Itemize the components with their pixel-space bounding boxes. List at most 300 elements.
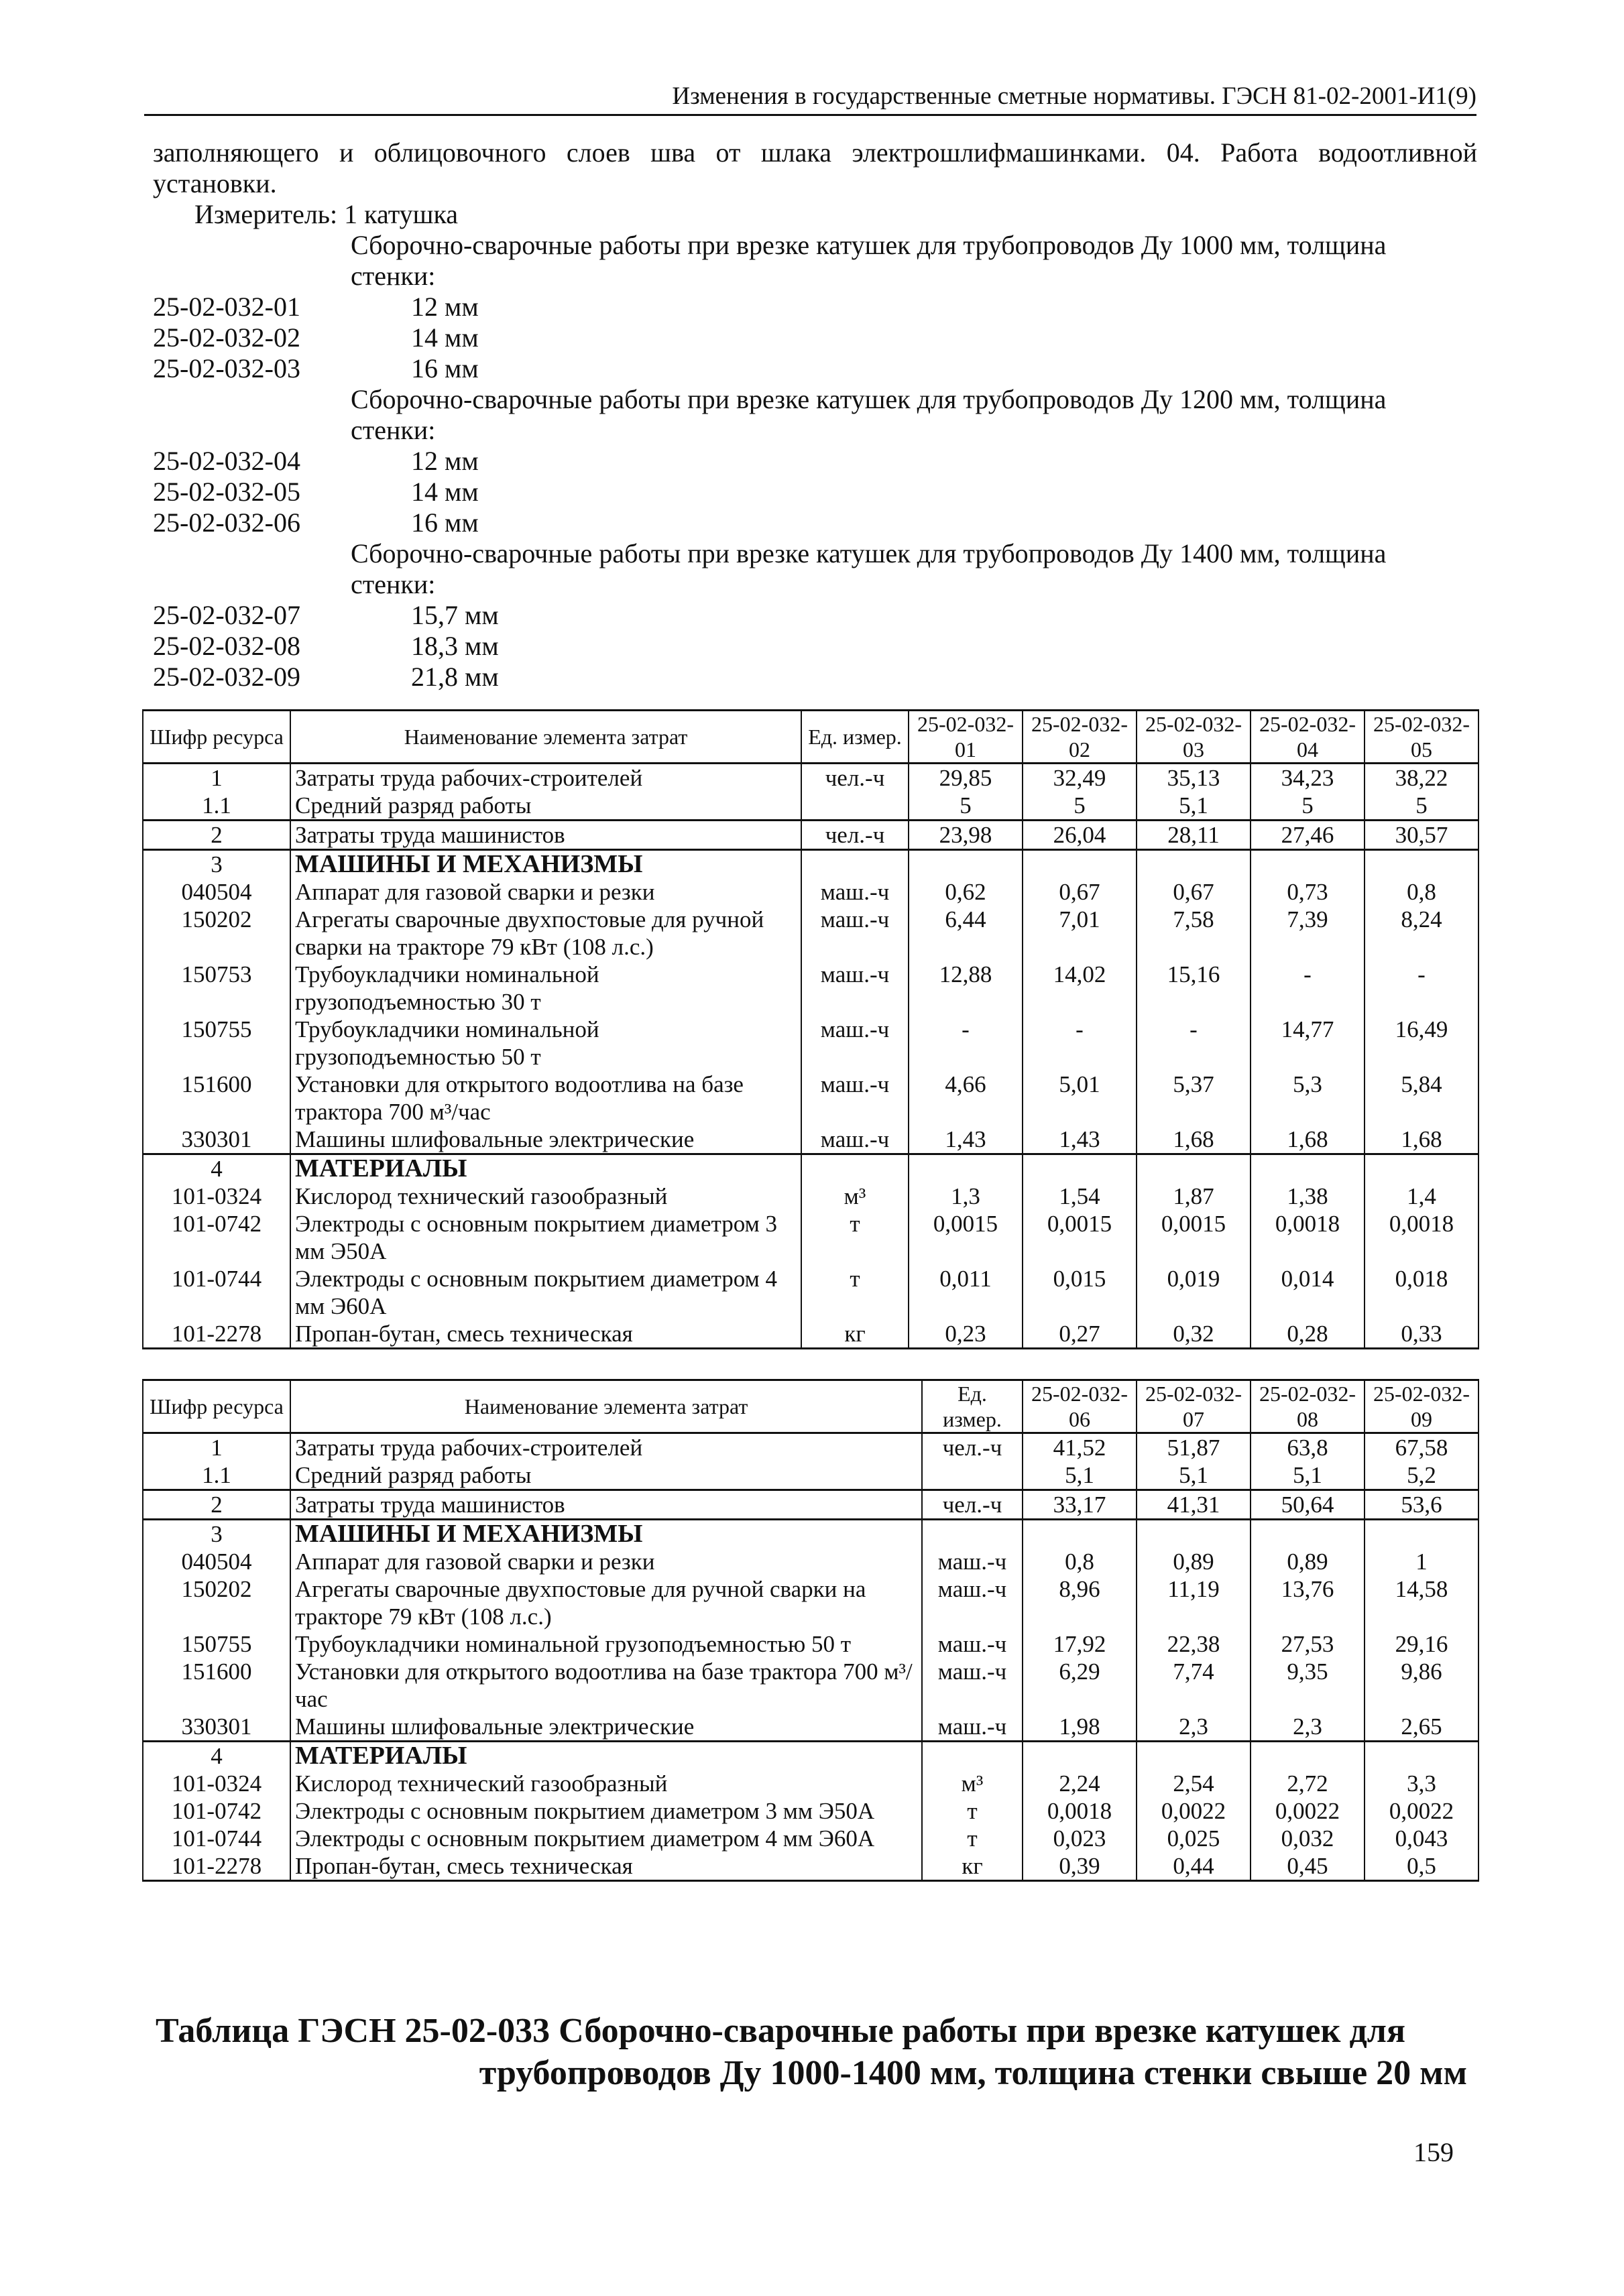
norm-value-cell bbox=[1365, 1154, 1478, 1183]
norm-value-cell: 0,0015 bbox=[1023, 1210, 1137, 1265]
table-row bbox=[143, 1825, 1478, 1852]
norm-value-cell: 5,1 bbox=[1251, 1461, 1365, 1490]
norm-value-cell: 0,23 bbox=[909, 1320, 1023, 1349]
cost-element-name: Установки для открытого водоотлива на базе трактора 700 м³/час bbox=[290, 1658, 922, 1713]
cost-element-name: Установки для открытого водоотлива на базе трактора 700 м³/час bbox=[290, 1071, 801, 1126]
table-row bbox=[143, 850, 1478, 879]
norm-value-cell: 0,025 bbox=[1137, 1825, 1251, 1852]
norm-code: 25-02-032-04 bbox=[153, 446, 300, 476]
column-header: 25-02-032-07 bbox=[1137, 1380, 1251, 1433]
norm-value-cell: 41,31 bbox=[1137, 1490, 1251, 1520]
table-row bbox=[143, 961, 1478, 1016]
norm-value-cell bbox=[1251, 1154, 1365, 1183]
norm-value-cell: 5,84 bbox=[1365, 1071, 1478, 1126]
norm-value-cell: 23,98 bbox=[909, 821, 1023, 850]
norm-value-cell: 5 bbox=[1251, 792, 1365, 821]
intro-line-1: заполняющего и облицовочного слоев шва от шлака электрошлифмашинками. 04. Работа водоотливной bbox=[153, 137, 1477, 168]
resource-code: 1.1 bbox=[143, 792, 290, 821]
resource-code: 2 bbox=[143, 1490, 290, 1520]
resource-code: 150202 bbox=[143, 906, 290, 961]
norm-value-cell: 0,28 bbox=[1251, 1320, 1365, 1349]
norm-value-cell: - bbox=[909, 1016, 1023, 1071]
norm-value-cell bbox=[1365, 850, 1478, 879]
section-heading: МАШИНЫ И МЕХАНИЗМЫ bbox=[290, 1520, 922, 1549]
resource-code: 101-0744 bbox=[143, 1265, 290, 1320]
table-row bbox=[143, 906, 1478, 961]
unit-cell: чел.-ч bbox=[922, 1490, 1023, 1520]
norm-value-cell: 30,57 bbox=[1365, 821, 1478, 850]
cost-element-name: Аппарат для газовой сварки и резки bbox=[290, 878, 801, 906]
norm-value-cell: 1,4 bbox=[1365, 1183, 1478, 1210]
norm-value: 15,7 мм bbox=[411, 600, 499, 630]
resource-code: 2 bbox=[143, 821, 290, 850]
norm-value-cell: 0,33 bbox=[1365, 1320, 1478, 1349]
column-header: Шифр ресурса bbox=[143, 1380, 290, 1433]
norm-value-cell: 63,8 bbox=[1251, 1433, 1365, 1462]
norm-value-cell: 33,17 bbox=[1023, 1490, 1137, 1520]
norm-value-cell: 0,0018 bbox=[1251, 1210, 1365, 1265]
cost-element-name: Пропан-бутан, смесь техническая bbox=[290, 1320, 801, 1349]
norm-value-cell: 0,67 bbox=[1137, 878, 1251, 906]
unit-cell: чел.-ч bbox=[922, 1433, 1023, 1462]
norm-value: 21,8 мм bbox=[411, 662, 499, 692]
norm-value-cell: 2,54 bbox=[1137, 1770, 1251, 1797]
norm-value-cell: 17,92 bbox=[1023, 1630, 1137, 1658]
norm-value-cell bbox=[1137, 1154, 1251, 1183]
unit-cell: м³ bbox=[922, 1770, 1023, 1797]
resource-code: 150755 bbox=[143, 1016, 290, 1071]
table-row bbox=[143, 1490, 1478, 1520]
unit-cell: т bbox=[922, 1825, 1023, 1852]
norm-value-cell: 1,54 bbox=[1023, 1183, 1137, 1210]
resource-code: 040504 bbox=[143, 1548, 290, 1575]
norm-value-cell: 3,3 bbox=[1365, 1770, 1478, 1797]
resource-code: 101-0742 bbox=[143, 1797, 290, 1825]
table-row bbox=[143, 1183, 1478, 1210]
cost-element-name: Агрегаты сварочные двухпостовые для ручной сварки на тракторе 79 кВт (108 л.с.) bbox=[290, 906, 801, 961]
norm-value-cell: 0,67 bbox=[1023, 878, 1137, 906]
cost-element-name: Затраты труда рабочих-строителей bbox=[290, 764, 801, 792]
resource-code: 150202 bbox=[143, 1575, 290, 1630]
table-row bbox=[143, 878, 1478, 906]
norm-value-cell: - bbox=[1251, 961, 1365, 1016]
norm-value-cell: 5,2 bbox=[1365, 1461, 1478, 1490]
cost-element-name: Электроды с основным покрытием диаметром 4 мм Э60А bbox=[290, 1265, 801, 1320]
group-2-title-cont: стенки: bbox=[351, 415, 436, 445]
norm-value-cell: 67,58 bbox=[1365, 1433, 1478, 1462]
norm-code: 25-02-032-05 bbox=[153, 477, 300, 507]
cost-element-name: Электроды с основным покрытием диаметром 4 мм Э60А bbox=[290, 1825, 922, 1852]
norm-value-cell: 22,38 bbox=[1137, 1630, 1251, 1658]
norm-value-cell: 0,032 bbox=[1251, 1825, 1365, 1852]
cost-element-name: Трубоукладчики номинальной грузоподъемностью 50 т bbox=[290, 1016, 801, 1071]
norm-value-cell: 11,19 bbox=[1137, 1575, 1251, 1630]
table-row bbox=[143, 1461, 1478, 1490]
norm-value-cell: 1,87 bbox=[1137, 1183, 1251, 1210]
table-row bbox=[143, 1575, 1478, 1630]
caption-line-1: Таблица ГЭСН 25-02-033 Сборочно-сварочные работы при врезке катушек для bbox=[156, 2012, 1406, 2050]
norm-value-cell: 0,89 bbox=[1137, 1548, 1251, 1575]
norm-value-cell bbox=[1251, 850, 1365, 879]
resource-code: 101-2278 bbox=[143, 1320, 290, 1349]
table-row bbox=[143, 1713, 1478, 1742]
norm-value-cell: 0,0018 bbox=[1365, 1210, 1478, 1265]
norm-value-cell: 0,62 bbox=[909, 878, 1023, 906]
norm-value-cell: 7,58 bbox=[1137, 906, 1251, 961]
column-header: 25-02-032-05 bbox=[1365, 711, 1478, 764]
norm-value-cell: 29,16 bbox=[1365, 1630, 1478, 1658]
resource-code: 330301 bbox=[143, 1126, 290, 1154]
cost-element-name: Затраты труда машинистов bbox=[290, 821, 801, 850]
norm-value-cell: 2,3 bbox=[1251, 1713, 1365, 1742]
norm-value-cell: 0,019 bbox=[1137, 1265, 1251, 1320]
table2-body bbox=[143, 1380, 1478, 1881]
resource-code: 101-0742 bbox=[143, 1210, 290, 1265]
norm-value-cell bbox=[1365, 1520, 1478, 1549]
norm-value-cell: 16,49 bbox=[1365, 1016, 1478, 1071]
cost-element-name: Затраты труда рабочих-строителей bbox=[290, 1433, 922, 1462]
norm-value-cell: 0,0022 bbox=[1137, 1797, 1251, 1825]
norm-value-cell: 5,1 bbox=[1137, 1461, 1251, 1490]
norm-value-cell: 8,96 bbox=[1023, 1575, 1137, 1630]
resource-code: 1 bbox=[143, 764, 290, 792]
norm-value-cell bbox=[1023, 1520, 1137, 1549]
norm-value-cell: 0,043 bbox=[1365, 1825, 1478, 1852]
norm-value-cell: 7,74 bbox=[1137, 1658, 1251, 1713]
resource-code: 150755 bbox=[143, 1630, 290, 1658]
unit-cell: маш.-ч bbox=[801, 1071, 909, 1126]
section-heading: МАТЕРИАЛЫ bbox=[290, 1742, 922, 1770]
cost-element-name: Пропан-бутан, смесь техническая bbox=[290, 1852, 922, 1881]
norm-value-cell: 0,32 bbox=[1137, 1320, 1251, 1349]
unit-cell: т bbox=[801, 1265, 909, 1320]
resource-code: 151600 bbox=[143, 1071, 290, 1126]
unit-cell: чел.-ч bbox=[801, 764, 909, 792]
norm-value-cell bbox=[1365, 1742, 1478, 1770]
resource-code: 4 bbox=[143, 1742, 290, 1770]
unit-cell: маш.-ч bbox=[922, 1658, 1023, 1713]
section-heading: МАТЕРИАЛЫ bbox=[290, 1154, 801, 1183]
resource-code: 101-0744 bbox=[143, 1825, 290, 1852]
norm-value-cell: 1,43 bbox=[1023, 1126, 1137, 1154]
norm-value-cell: 1,68 bbox=[1137, 1126, 1251, 1154]
norm-value-cell: 29,85 bbox=[909, 764, 1023, 792]
norm-value-cell: 14,02 bbox=[1023, 961, 1137, 1016]
resource-code: 101-0324 bbox=[143, 1183, 290, 1210]
resource-code: 1.1 bbox=[143, 1461, 290, 1490]
unit-cell: маш.-ч bbox=[801, 878, 909, 906]
norm-value-cell: 1,3 bbox=[909, 1183, 1023, 1210]
norm-value-cell: 6,29 bbox=[1023, 1658, 1137, 1713]
cost-element-name: Трубоукладчики номинальной грузоподъемностью 30 т bbox=[290, 961, 801, 1016]
table-row bbox=[143, 1016, 1478, 1071]
unit-cell: чел.-ч bbox=[801, 821, 909, 850]
unit-cell: маш.-ч bbox=[922, 1575, 1023, 1630]
unit-cell bbox=[801, 1154, 909, 1183]
norm-value-cell: 14,77 bbox=[1251, 1016, 1365, 1071]
norm-value-cell: 26,04 bbox=[1023, 821, 1137, 850]
norm-value-cell: 0,011 bbox=[909, 1265, 1023, 1320]
cost-element-name: Кислород технический газообразный bbox=[290, 1183, 801, 1210]
unit-cell: т bbox=[922, 1797, 1023, 1825]
column-header: Ед. измер. bbox=[922, 1380, 1023, 1433]
norm-value-cell: 9,35 bbox=[1251, 1658, 1365, 1713]
cost-element-name: Электроды с основным покрытием диаметром 3 мм Э50А bbox=[290, 1210, 801, 1265]
table-row bbox=[143, 1742, 1478, 1770]
norm-value-cell: 0,0015 bbox=[1137, 1210, 1251, 1265]
norm-value-cell: 1,98 bbox=[1023, 1713, 1137, 1742]
resource-code: 1 bbox=[143, 1433, 290, 1462]
norm-value-cell: 28,11 bbox=[1137, 821, 1251, 850]
norm-code: 25-02-032-02 bbox=[153, 322, 300, 353]
resource-code: 150753 bbox=[143, 961, 290, 1016]
norm-value-cell: 5,01 bbox=[1023, 1071, 1137, 1126]
norm-value-cell: 27,53 bbox=[1251, 1630, 1365, 1658]
unit-cell: маш.-ч bbox=[801, 1126, 909, 1154]
norm-value-cell: 1,38 bbox=[1251, 1183, 1365, 1210]
resource-code: 3 bbox=[143, 850, 290, 879]
norm-value-cell: 0,014 bbox=[1251, 1265, 1365, 1320]
table-row bbox=[143, 1770, 1478, 1797]
page-number: 159 bbox=[1413, 2137, 1454, 2167]
table-row bbox=[143, 1433, 1478, 1462]
norm-value-cell: 27,46 bbox=[1251, 821, 1365, 850]
cost-element-name: Средний разряд работы bbox=[290, 1461, 922, 1490]
resource-table-2 bbox=[142, 1379, 1479, 1882]
norm-value-cell: 12,88 bbox=[909, 961, 1023, 1016]
norm-value-cell: 1,43 bbox=[909, 1126, 1023, 1154]
group-1-title-cont: стенки: bbox=[351, 261, 436, 291]
cost-element-name: Агрегаты сварочные двухпостовые для ручной сварки на тракторе 79 кВт (108 л.с.) bbox=[290, 1575, 922, 1630]
caption-line-2: трубопроводов Ду 1000-1400 мм, толщина стенки свыше 20 мм bbox=[479, 2054, 1467, 2092]
norm-code: 25-02-032-03 bbox=[153, 353, 300, 383]
table-row bbox=[143, 764, 1478, 792]
table-row bbox=[143, 1852, 1478, 1881]
resource-code: 4 bbox=[143, 1154, 290, 1183]
norm-value-cell: 34,23 bbox=[1251, 764, 1365, 792]
norm-value-cell: 8,24 bbox=[1365, 906, 1478, 961]
norm-code: 25-02-032-01 bbox=[153, 292, 300, 322]
norm-value: 16 мм bbox=[411, 507, 479, 538]
unit-cell: маш.-ч bbox=[922, 1548, 1023, 1575]
cost-element-name: Кислород технический газообразный bbox=[290, 1770, 922, 1797]
norm-value-cell: 5,37 bbox=[1137, 1071, 1251, 1126]
norm-value-cell: 0,0015 bbox=[909, 1210, 1023, 1265]
resource-table-1 bbox=[142, 709, 1479, 1349]
resource-code: 3 bbox=[143, 1520, 290, 1549]
norm-value-cell: 13,76 bbox=[1251, 1575, 1365, 1630]
unit-cell: т bbox=[801, 1210, 909, 1265]
norm-value-cell: 50,64 bbox=[1251, 1490, 1365, 1520]
group-3-title: Сборочно-сварочные работы при врезке катушек для трубопроводов Ду 1400 мм, толщина bbox=[351, 538, 1387, 568]
norm-value-cell bbox=[1137, 850, 1251, 879]
norm-value-cell: 14,58 bbox=[1365, 1575, 1478, 1630]
norm-value-cell: 5 bbox=[909, 792, 1023, 821]
norm-value-cell: 4,66 bbox=[909, 1071, 1023, 1126]
table-row bbox=[143, 1210, 1478, 1265]
header-rule bbox=[144, 114, 1476, 116]
unit-cell bbox=[922, 1461, 1023, 1490]
norm-value-cell: 0,8 bbox=[1023, 1548, 1137, 1575]
resource-code: 330301 bbox=[143, 1713, 290, 1742]
norm-value-cell: 0,0022 bbox=[1251, 1797, 1365, 1825]
unit-cell: маш.-ч bbox=[801, 961, 909, 1016]
norm-value-cell: 0,023 bbox=[1023, 1825, 1137, 1852]
norm-value-cell: 5,1 bbox=[1023, 1461, 1137, 1490]
norm-value-cell: 0,45 bbox=[1251, 1852, 1365, 1881]
cost-element-name: Трубоукладчики номинальной грузоподъемностью 50 т bbox=[290, 1630, 922, 1658]
norm-value-cell: 6,44 bbox=[909, 906, 1023, 961]
norm-value-cell: 5 bbox=[1023, 792, 1137, 821]
table-row bbox=[143, 1126, 1478, 1154]
norm-value-cell: 1,68 bbox=[1251, 1126, 1365, 1154]
norm-value-cell: 2,3 bbox=[1137, 1713, 1251, 1742]
unit-cell bbox=[801, 850, 909, 879]
unit-cell: маш.-ч bbox=[801, 906, 909, 961]
resource-code: 101-2278 bbox=[143, 1852, 290, 1881]
column-header: Ед. измер. bbox=[801, 711, 909, 764]
column-header: 25-02-032-04 bbox=[1251, 711, 1365, 764]
cost-element-name: Электроды с основным покрытием диаметром 3 мм Э50А bbox=[290, 1797, 922, 1825]
norm-value-cell: 5 bbox=[1365, 792, 1478, 821]
group-2-title: Сборочно-сварочные работы при врезке катушек для трубопроводов Ду 1200 мм, толщина bbox=[351, 384, 1387, 414]
unit-cell: м³ bbox=[801, 1183, 909, 1210]
cost-element-name: Средний разряд работы bbox=[290, 792, 801, 821]
norm-code: 25-02-032-09 bbox=[153, 662, 300, 692]
intro-line-2: установки. bbox=[153, 168, 277, 198]
section-heading: МАШИНЫ И МЕХАНИЗМЫ bbox=[290, 850, 801, 879]
cost-element-name: Машины шлифовальные электрические bbox=[290, 1713, 922, 1742]
norm-value-cell bbox=[1023, 1742, 1137, 1770]
norm-value-cell: 7,39 bbox=[1251, 906, 1365, 961]
table-row bbox=[143, 1320, 1478, 1349]
table-row bbox=[143, 1548, 1478, 1575]
norm-value-cell bbox=[1251, 1520, 1365, 1549]
norm-value: 16 мм bbox=[411, 353, 479, 383]
norm-value-cell: 53,6 bbox=[1365, 1490, 1478, 1520]
resource-code: 040504 bbox=[143, 878, 290, 906]
unit-cell: маш.-ч bbox=[922, 1713, 1023, 1742]
table-row bbox=[143, 1658, 1478, 1713]
group-3-title-cont: стенки: bbox=[351, 569, 436, 599]
column-header: Шифр ресурса bbox=[143, 711, 290, 764]
norm-value-cell: 0,5 bbox=[1365, 1852, 1478, 1881]
unit-cell: кг bbox=[922, 1852, 1023, 1881]
unit-cell: маш.-ч bbox=[922, 1630, 1023, 1658]
table-row bbox=[143, 1797, 1478, 1825]
norm-value-cell: 35,13 bbox=[1137, 764, 1251, 792]
norm-value-cell: 41,52 bbox=[1023, 1433, 1137, 1462]
cost-element-name: Затраты труда машинистов bbox=[290, 1490, 922, 1520]
norm-value-cell: - bbox=[1365, 961, 1478, 1016]
cost-element-name: Аппарат для газовой сварки и резки bbox=[290, 1548, 922, 1575]
norm-value-cell: 0,015 bbox=[1023, 1265, 1137, 1320]
table-caption bbox=[156, 2010, 1467, 2094]
norm-value-cell: 9,86 bbox=[1365, 1658, 1478, 1713]
norm-value-cell: 2,65 bbox=[1365, 1713, 1478, 1742]
norm-value-cell: 32,49 bbox=[1023, 764, 1137, 792]
norm-code: 25-02-032-06 bbox=[153, 507, 300, 538]
norm-value-cell: 1 bbox=[1365, 1548, 1478, 1575]
norm-value-cell: 0,0022 bbox=[1365, 1797, 1478, 1825]
column-header: 25-02-032-08 bbox=[1251, 1380, 1365, 1433]
column-header: Наименование элемента затрат bbox=[290, 711, 801, 764]
norm-value-cell: 38,22 bbox=[1365, 764, 1478, 792]
norm-value: 14 мм bbox=[411, 322, 479, 353]
unit-cell bbox=[922, 1742, 1023, 1770]
column-header: 25-02-032-03 bbox=[1137, 711, 1251, 764]
table-row bbox=[143, 821, 1478, 850]
unit-cell bbox=[922, 1520, 1023, 1549]
column-header: 25-02-032-06 bbox=[1023, 1380, 1137, 1433]
norm-value-cell bbox=[909, 1154, 1023, 1183]
table-header-row bbox=[143, 711, 1478, 764]
table-row bbox=[143, 1265, 1478, 1320]
norm-value: 12 мм bbox=[411, 446, 479, 476]
norm-value-cell: 0,89 bbox=[1251, 1548, 1365, 1575]
norm-value-cell: 0,44 bbox=[1137, 1852, 1251, 1881]
norm-value-cell bbox=[1023, 850, 1137, 879]
norm-value: 12 мм bbox=[411, 292, 479, 322]
column-header: Наименование элемента затрат bbox=[290, 1380, 922, 1433]
norm-value-cell bbox=[1137, 1520, 1251, 1549]
norm-value-cell bbox=[1251, 1742, 1365, 1770]
norm-value-cell: 2,24 bbox=[1023, 1770, 1137, 1797]
norm-value-cell: - bbox=[1023, 1016, 1137, 1071]
norm-value-cell: 5,1 bbox=[1137, 792, 1251, 821]
group-1-title: Сборочно-сварочные работы при врезке катушек для трубопроводов Ду 1000 мм, толщина bbox=[351, 230, 1387, 260]
norm-value: 18,3 мм bbox=[411, 631, 499, 661]
unit-cell: кг bbox=[801, 1320, 909, 1349]
norm-value-cell: 7,01 bbox=[1023, 906, 1137, 961]
cost-element-name: Машины шлифовальные электрические bbox=[290, 1126, 801, 1154]
norm-code: 25-02-032-07 bbox=[153, 600, 300, 630]
table-row bbox=[143, 1630, 1478, 1658]
norm-code: 25-02-032-08 bbox=[153, 631, 300, 661]
column-header: 25-02-032-01 bbox=[909, 711, 1023, 764]
column-header: 25-02-032-02 bbox=[1023, 711, 1137, 764]
table-row bbox=[143, 1071, 1478, 1126]
table-row bbox=[143, 1520, 1478, 1549]
table1-body bbox=[143, 711, 1478, 1349]
column-header: 25-02-032-09 bbox=[1365, 1380, 1478, 1433]
meter-line: Измеритель: 1 катушка bbox=[194, 199, 459, 229]
norm-value-cell: 0,8 bbox=[1365, 878, 1478, 906]
norm-value-cell: 0,0018 bbox=[1023, 1797, 1137, 1825]
resource-code: 101-0324 bbox=[143, 1770, 290, 1797]
table-row bbox=[143, 792, 1478, 821]
norm-value-cell: 2,72 bbox=[1251, 1770, 1365, 1797]
norm-value-cell: 0,27 bbox=[1023, 1320, 1137, 1349]
norm-value-cell bbox=[909, 850, 1023, 879]
norm-value-cell: 0,73 bbox=[1251, 878, 1365, 906]
norm-value-cell: 1,68 bbox=[1365, 1126, 1478, 1154]
table-row bbox=[143, 1154, 1478, 1183]
norm-value-cell bbox=[1137, 1742, 1251, 1770]
unit-cell: маш.-ч bbox=[801, 1016, 909, 1071]
page-header: Изменения в государственные сметные нормативы. ГЭСН 81-02-2001-И1(9) bbox=[672, 82, 1476, 110]
norm-value-cell bbox=[1023, 1154, 1137, 1183]
norm-value-cell: - bbox=[1137, 1016, 1251, 1071]
unit-cell bbox=[801, 792, 909, 821]
norm-value-cell: 0,018 bbox=[1365, 1265, 1478, 1320]
norm-value-cell: 51,87 bbox=[1137, 1433, 1251, 1462]
norm-value: 14 мм bbox=[411, 477, 479, 507]
norm-value-cell: 15,16 bbox=[1137, 961, 1251, 1016]
norm-value-cell: 5,3 bbox=[1251, 1071, 1365, 1126]
table-header-row bbox=[143, 1380, 1478, 1433]
resource-code: 151600 bbox=[143, 1658, 290, 1713]
